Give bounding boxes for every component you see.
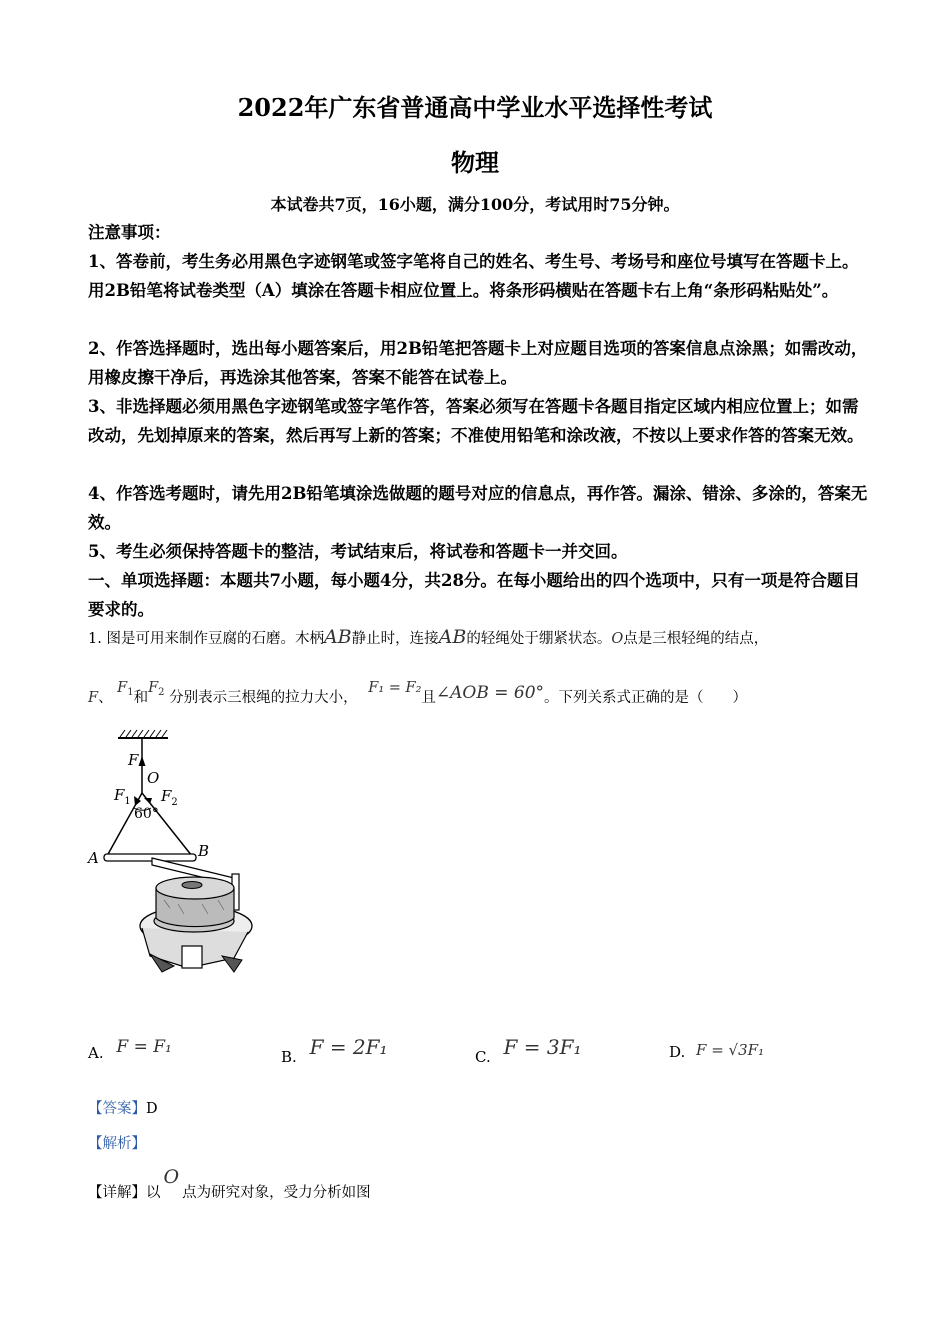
- f2-symbol: $F_2$: [148, 680, 165, 698]
- answer-value: D: [146, 1101, 158, 1117]
- option-d-formula: F = √3F₁: [696, 1041, 765, 1059]
- label-f2: $F_2$: [161, 787, 178, 808]
- option-a-formula: F = F₁: [116, 1037, 172, 1057]
- ceiling-hatch: [120, 730, 167, 737]
- label-f1: $F_1$: [114, 786, 131, 807]
- option-d[interactable]: D. F = √3F₁: [669, 1041, 765, 1061]
- exam-info: 本试卷共7页，16小题，满分100分，考试用时75分钟。: [270, 195, 680, 214]
- equal-forces-formula: F₁ = F₂: [368, 680, 422, 696]
- option-b-formula: F = 2F₁: [309, 1035, 388, 1059]
- option-b[interactable]: B. F = 2F₁: [281, 1035, 388, 1066]
- section-heading: 一、单项选择题：本题共7小题，每小题4分，共28分。在每小题给出的四个选项中，只有一项是符合题目要求的。: [88, 571, 860, 619]
- stone-mill-figure: [84, 728, 254, 978]
- detail-o-symbol: O: [163, 1166, 180, 1188]
- option-c[interactable]: C. F = 3F₁: [475, 1035, 582, 1066]
- handle-ab: [104, 854, 196, 861]
- label-o: O: [147, 769, 160, 787]
- mill-leg-right: [222, 956, 242, 972]
- answer-tag: 【答案】: [88, 1101, 146, 1117]
- label-b: B: [198, 842, 210, 860]
- analysis-line: [88, 1132, 878, 1153]
- label-angle: 60°: [134, 806, 159, 822]
- stone-hole: [182, 882, 202, 889]
- notice-item-2: 2、作答选择题时，选出每小题答案后，用2B铅笔把答题卡上对应题目选项的答案信息点涂黑；如需改动，用橡皮擦干净后，再选涂其他答案，答案不能答在试卷上。: [88, 339, 868, 387]
- mill-spout: [182, 946, 202, 968]
- notice-item-5: 5、考生必须保持答题卡的整洁，考试结束后，将试卷和答题卡一并交回。: [88, 542, 628, 561]
- ab-symbol: AB: [323, 626, 352, 648]
- ab-symbol: AB: [438, 626, 467, 648]
- exam-title: 2022年广东省普通高中学业水平选择性考试: [237, 93, 713, 122]
- detail-line: 【详解】以O点为研究对象，受力分析如图: [88, 1166, 371, 1201]
- question-1-line-1: 1. 图是可用来制作豆腐的石磨。木柄AB静止时，连接AB的轻绳处于绷紧状态。O点是三根轻绳的结点，: [88, 626, 769, 648]
- subject-title: 物理: [451, 148, 499, 177]
- arrow-f: [139, 756, 146, 766]
- f1-symbol: $F_1$: [117, 680, 134, 698]
- analysis-tag: 【解析】: [88, 1136, 146, 1152]
- notice-heading: 注意事项：: [88, 223, 171, 242]
- question-1-line-2: F、 $F_1$和$F_2$ 分别表示三根绳的拉力大小， F₁ = F₂且∠AOB = 60°。下列关系式正确的是（ ）: [88, 680, 748, 706]
- angle-formula: ∠AOB = 60°: [435, 683, 545, 703]
- notice-item-1: 1、答卷前，考生务必用黑色字迹钢笔或签字笔将自己的姓名、考生号、考场号和座位号填写在答题卡上。用2B铅笔将试卷类型（A）填涂在答题卡相应位置上。将条形码横贴在答题卡右上角“条形码粘贴处”。: [88, 252, 859, 300]
- detail-tag: 【详解】: [88, 1185, 146, 1201]
- label-a: A: [88, 849, 99, 867]
- answer-line: [88, 1097, 878, 1118]
- o-symbol: O: [611, 631, 624, 647]
- option-c-formula: F = 3F₁: [503, 1035, 582, 1059]
- notice-item-3: 3、非选择题必须用黑色字迹钢笔或签字笔作答，答案必须写在答题卡各题目指定区域内相应位置上；如需改动，先划掉原来的答案，然后再写上新的答案；不准使用铅笔和涂改液，不按以上要求作答的答案无效。: [88, 397, 864, 445]
- f-symbol: F: [88, 690, 99, 706]
- notice-item-4: 4、作答选考题时，请先用2B铅笔填涂选做题的题号对应的信息点，再作答。漏涂、错涂、多涂的，答案无效。: [88, 484, 868, 532]
- label-f: F: [128, 751, 139, 769]
- option-a[interactable]: A. F = F₁: [88, 1037, 172, 1062]
